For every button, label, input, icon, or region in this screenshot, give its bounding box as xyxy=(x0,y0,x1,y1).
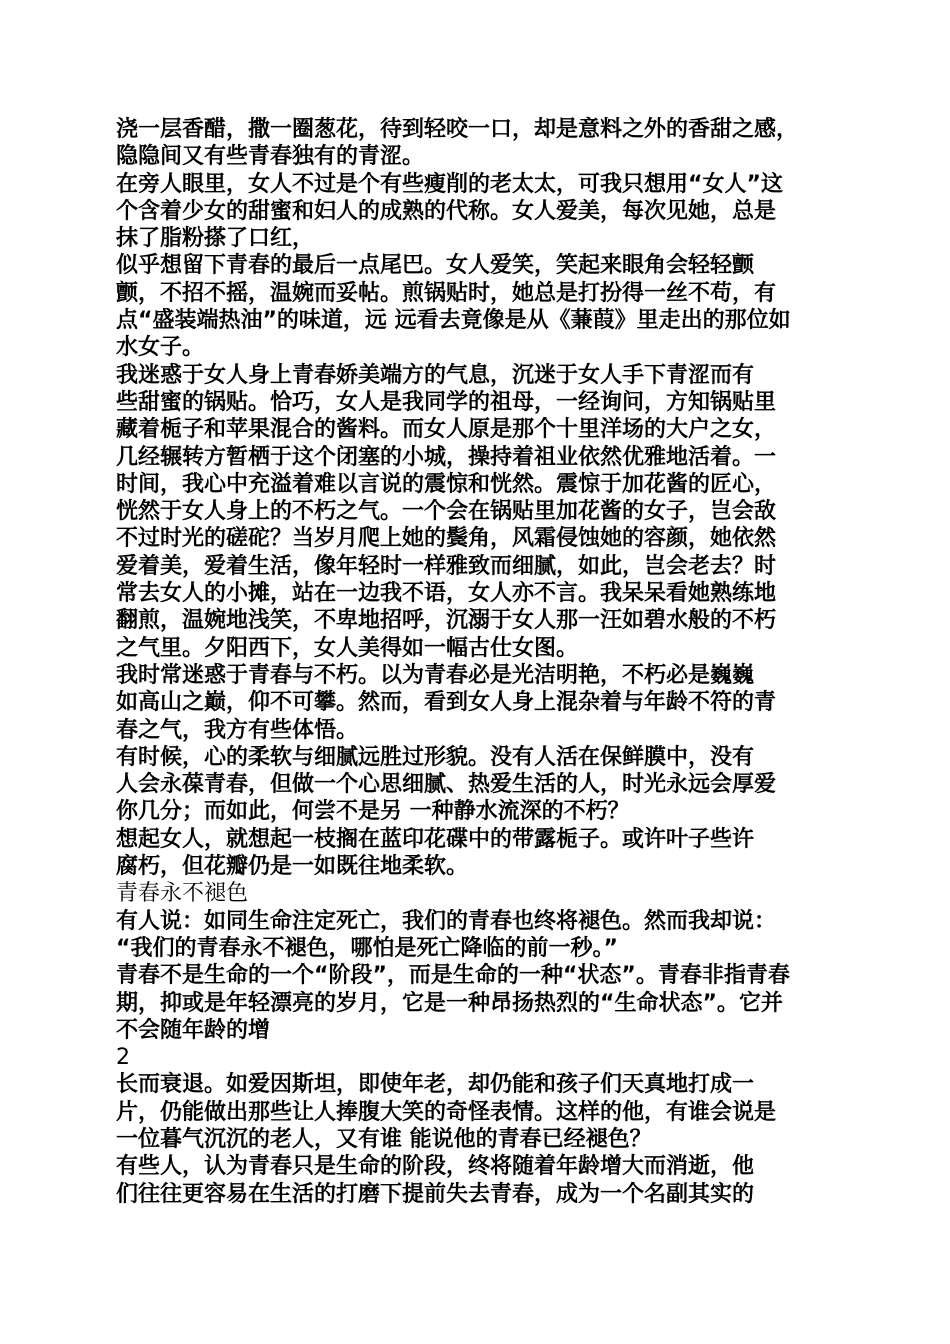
text-line: 不会随年龄的增 xyxy=(116,1017,271,1043)
text-line: 春之气，我方有些体悟。 xyxy=(116,717,359,743)
text-line: 点“盛装端热油”的味道，远 远看去竟像是从《蒹葭》里走出的那位如 xyxy=(116,308,791,334)
text-line: 在旁人眼里，女人不过是个有些瘦削的老太太，可我只想用“女人”这 xyxy=(116,171,783,197)
text-line: 似乎想留下青春的最后一点尾巴。女人爱笑，笑起来眼角会轻轻颤 xyxy=(116,253,755,279)
text-line: 颤，不招不摇，温婉而妥帖。煎锅贴时，她总是打扮得一丝不苟，有 xyxy=(116,280,777,306)
text-line: 们往往更容易在生活的打磨下提前失去青春，成为一个名副其实的 xyxy=(116,1181,755,1207)
text-line: 恍然于女人身上的不朽之气。一个会在锅贴里加花酱的女子，岂会敌 xyxy=(116,499,777,525)
text-line: 腐朽，但花瓣仍是一如既往地柔软。 xyxy=(116,854,469,880)
text-line: 我时常迷惑于青春与不朽。以为青春必是光洁明艳，不朽必是巍巍 xyxy=(116,662,755,688)
text-line: 之气里。夕阳西下，女人美得如一幅古仕女图。 xyxy=(116,635,579,661)
text-line: 期，抑或是年轻漂亮的岁月，它是一种昂扬热烈的“生命状态”。它并 xyxy=(116,990,783,1016)
text-line: 水女子。 xyxy=(116,335,205,361)
text-line: 隐隐间又有些青春独有的青涩。 xyxy=(116,144,425,170)
text-line: 有些人，认为青春只是生命的阶段，终将随着年龄增大而消逝，他 xyxy=(116,1154,755,1180)
text-line: 一位暮气沉沉的老人，又有谁 能说他的青春已经褪色？ xyxy=(116,1126,652,1152)
text-line: 片，仍能做出那些让人捧腹大笑的奇怪表情。这样的他，有谁会说是 xyxy=(116,1099,777,1125)
text-line: 常去女人的小摊，站在一边我不语，女人亦不言。我呆呆看她熟练地 xyxy=(116,581,777,607)
text-line: 如高山之巅，仰不可攀。然而，看到女人身上混杂着与年龄不符的青 xyxy=(116,690,777,716)
text-line: 些甜蜜的锅贴。恰巧，女人是我同学的祖母，一经询问，方知锅贴里 xyxy=(116,389,777,415)
text-line-plain: 青春永不褪色 xyxy=(116,881,249,907)
text-line-plain: 2 xyxy=(116,1045,130,1071)
text-line: 不过时光的磋砣？当岁月爬上她的鬓角，风霜侵蚀她的容颜，她依然 xyxy=(116,526,777,552)
text-line: 个含着少女的甜蜜和妇人的成熟的代称。女人爱美，每次见她，总是 xyxy=(116,198,777,224)
text-line: 藏着栀子和苹果混合的酱料。而女人原是那个十里洋场的大户之女， xyxy=(116,417,777,443)
text-line: 翻煎，温婉地浅笑，不卑地招呼，沉溺于女人那一汪如碧水般的不朽 xyxy=(116,608,777,634)
text-line: 你几分；而如此，何尝不是另 一种静水流深的不朽？ xyxy=(116,799,630,825)
text-line: “我们的青春永不褪色，哪怕是死亡降临的前一秒。” xyxy=(116,935,618,961)
text-line: 人会永葆青春，但做一个心思细腻、热爱生活的人，时光永远会厚爱 xyxy=(116,772,777,798)
text-line: 长而衰退。如爱因斯坦，即使年老，却仍能和孩子们天真地打成一 xyxy=(116,1072,755,1098)
text-line: 我迷惑于女人身上青春娇美端方的气息，沉迷于女人手下青涩而有 xyxy=(116,362,755,388)
text-line: 有时候，心的柔软与细腻远胜过形貌。没有人活在保鲜膜中，没有 xyxy=(116,744,755,770)
text-line: 爱着美，爱着生活，像年轻时一样雅致而细腻，如此，岂会老去？时 xyxy=(116,553,777,579)
body-text xyxy=(116,116,841,1208)
text-line: 想起女人，就想起一枝搁在蓝印花碟中的带露栀子。或许叶子些许 xyxy=(116,826,755,852)
text-line: 青春不是生命的一个“阶段”，而是生命的一种“状态”。青春非指青春 xyxy=(116,963,790,989)
text-line: 浇一层香醋，撒一圈葱花，待到轻咬一口，却是意料之外的香甜之感， xyxy=(116,117,799,142)
text-line: 时间，我心中充溢着难以言说的震惊和恍然。震惊于加花酱的匠心， xyxy=(116,471,777,497)
text-line: 抹了脂粉搽了口红， xyxy=(116,226,315,252)
text-line: 有人说：如同生命注定死亡，我们的青春也终将褪色。然而我却说： xyxy=(116,908,777,934)
text-line: 几经辗转方暂栖于这个闭塞的小城，操持着祖业依然优雅地活着。一 xyxy=(116,444,777,470)
